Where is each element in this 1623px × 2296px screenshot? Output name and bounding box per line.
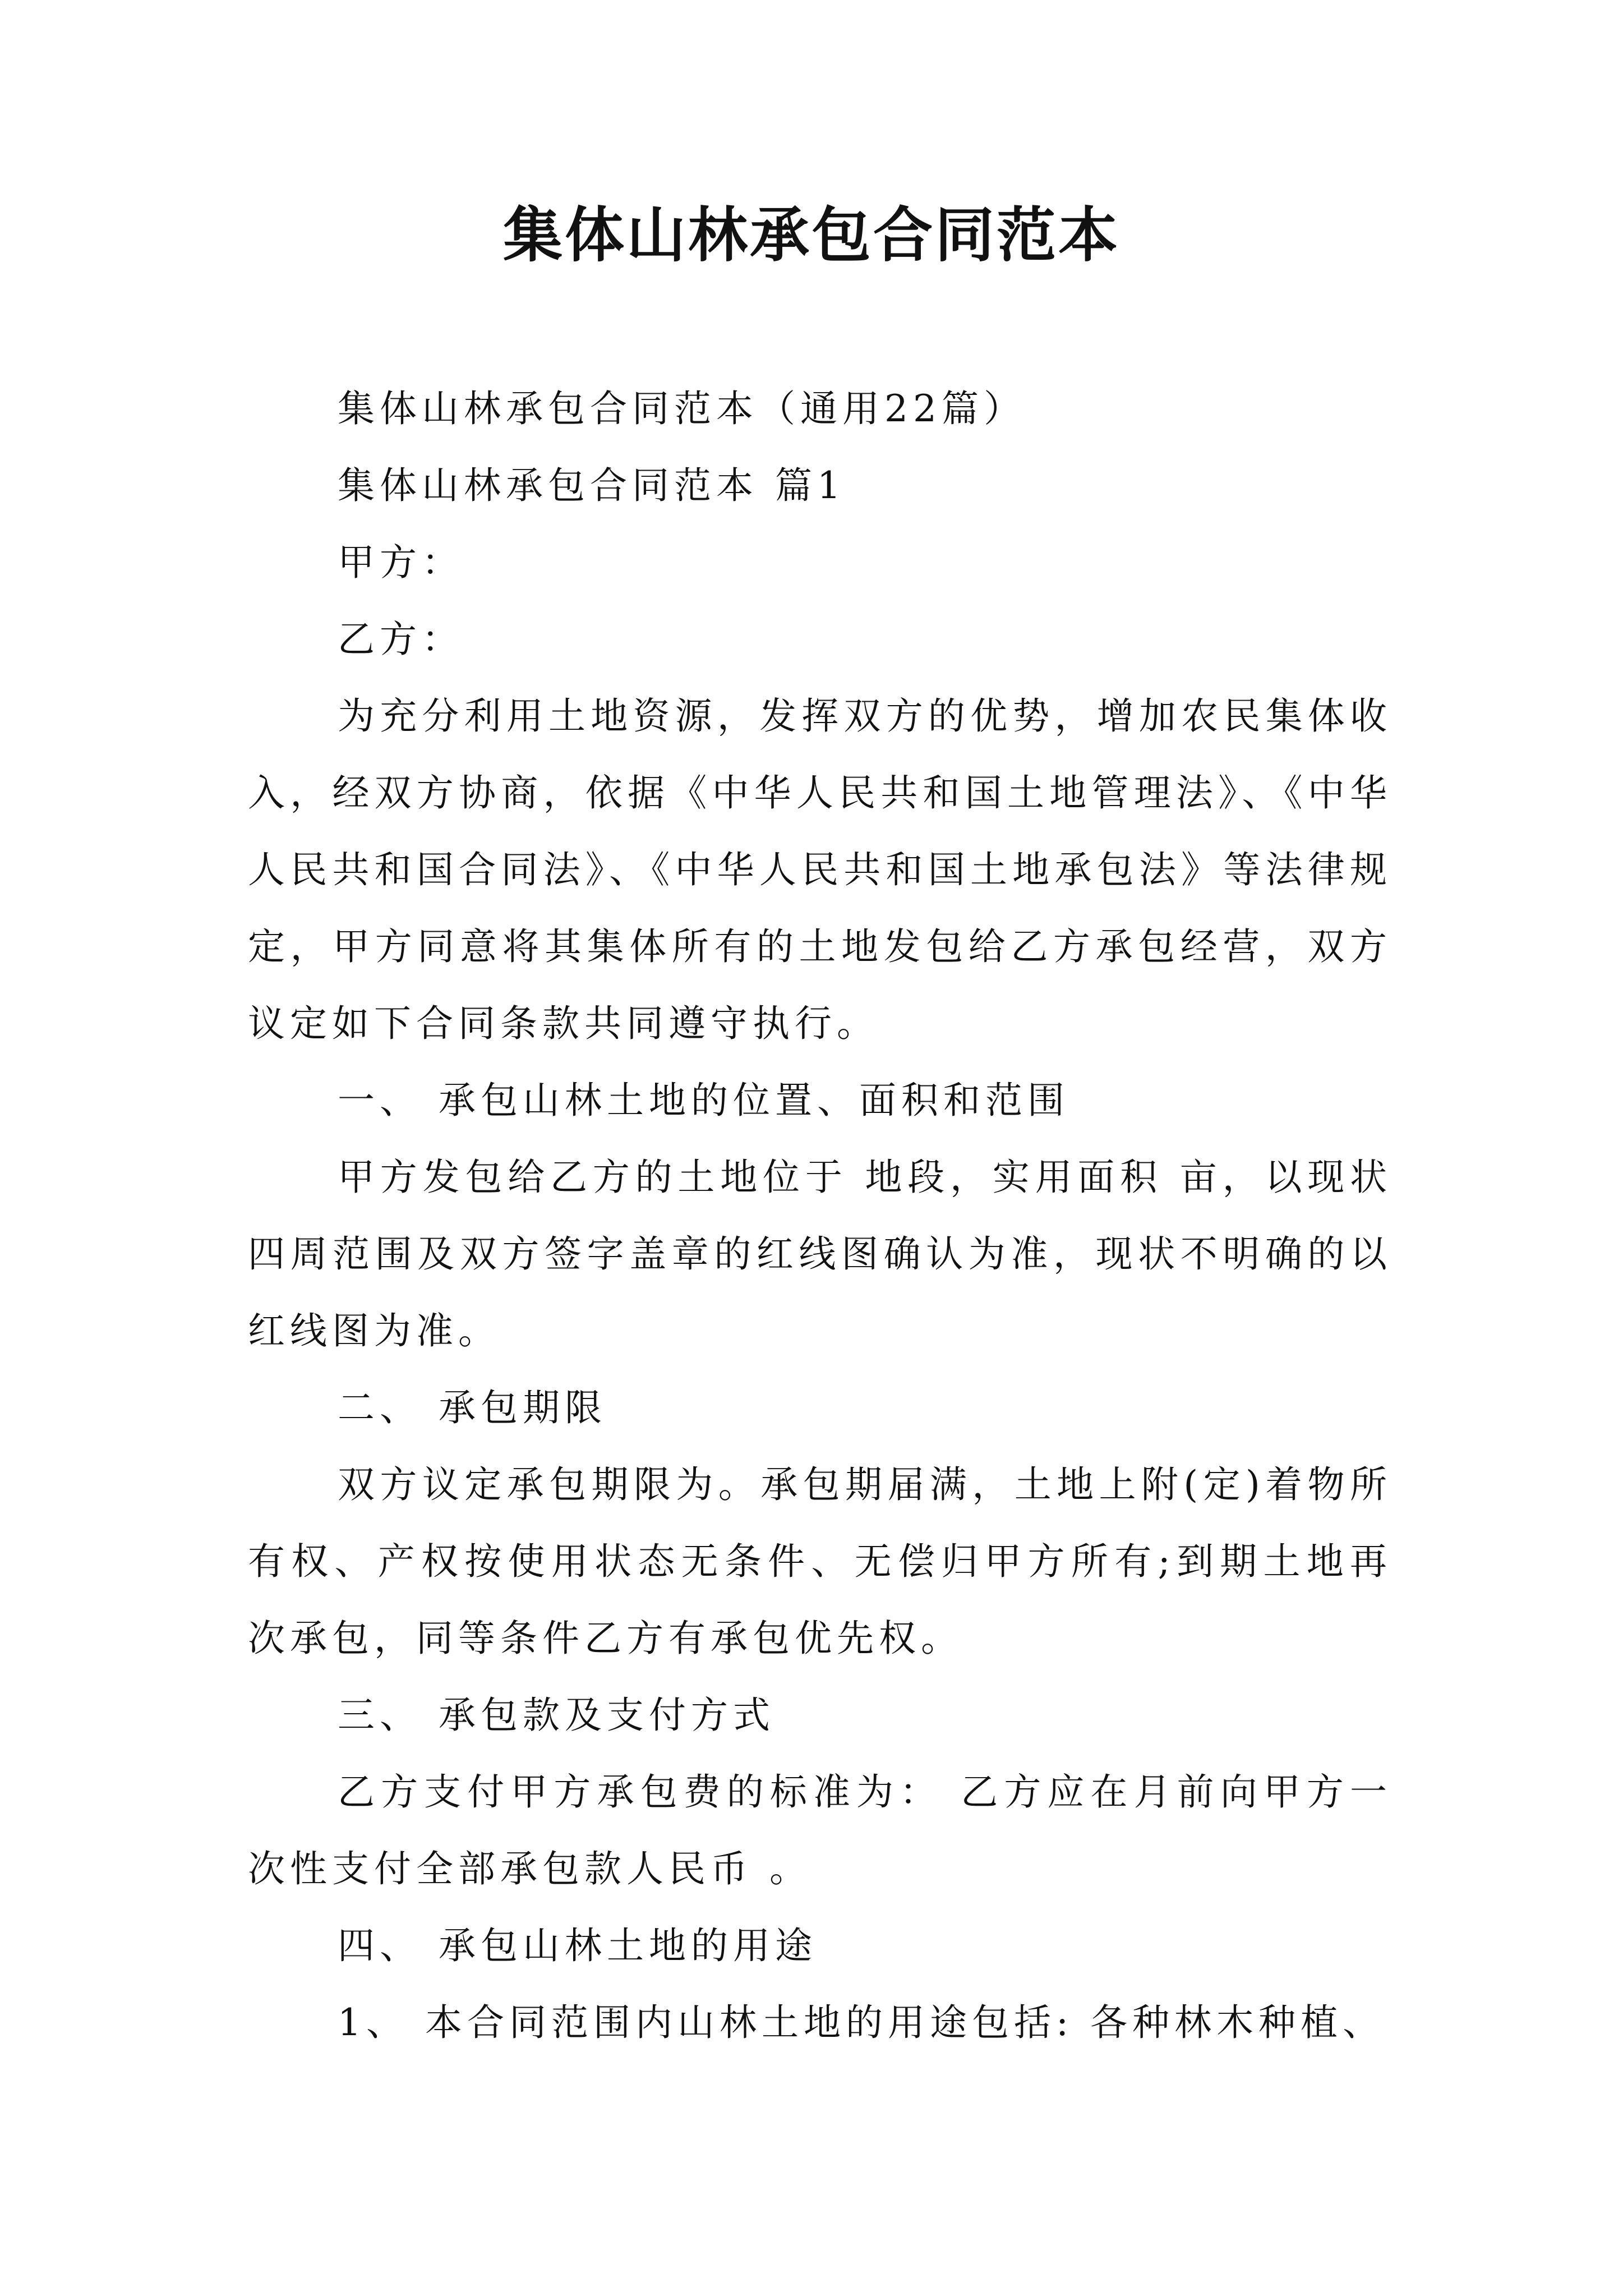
- clause-heading-4: 四、 承包山林土地的用途: [338, 1924, 817, 1967]
- paragraph-preamble: 为充分利用土地资源，发挥双方的优势，增加农民集体收入，经双方协商，依据《中华人民共和国土地管理法》、《中华人民共和国合同法》、《中华人民共和国土地承包法》等法律规定，甲方同意将其集体所有的土地发包给乙方承包经营，双方议定如下合同条款共同遵守执行。: [248, 694, 1392, 1045]
- clause-text-4-item-1: 1、 本合同范围内山林土地的用途包括: 各种林木种植、: [338, 2001, 1385, 2044]
- paragraph-party-b: 乙方：: [338, 618, 464, 661]
- paragraph-party-a: 甲方：: [338, 541, 464, 584]
- clause-text-1: 甲方发包给乙方的土地位于 地段，实用面积 亩，以现状四周范围及双方签字盖章的红线图确认为准，现状不明确的以红线图为准。: [248, 1156, 1392, 1352]
- paragraph-section-heading: 集体山林承包合同范本 篇1: [338, 464, 846, 507]
- clause-heading-2: 二、 承包期限: [338, 1386, 607, 1429]
- clause-heading-1: 一、 承包山林土地的位置、面积和范围: [338, 1079, 1069, 1122]
- clause-text-2: 双方议定承包期限为。承包期届满，土地上附(定)着物所有权、产权按使用状态无条件、无偿归甲方所有;到期土地再次承包，同等条件乙方有承包优先权。: [248, 1463, 1392, 1660]
- document-title: 集体山林承包合同范本: [503, 201, 1120, 270]
- document-body: [248, 370, 1392, 2061]
- clause-heading-3: 三、 承包款及支付方式: [338, 1694, 775, 1737]
- paragraph-subtitle: 集体山林承包合同范本（通用22篇）: [338, 387, 1026, 430]
- clause-text-3: 乙方支付甲方承包费的标准为： 乙方应在月前向甲方一次性支付全部承包款人民币 。: [248, 1770, 1392, 1890]
